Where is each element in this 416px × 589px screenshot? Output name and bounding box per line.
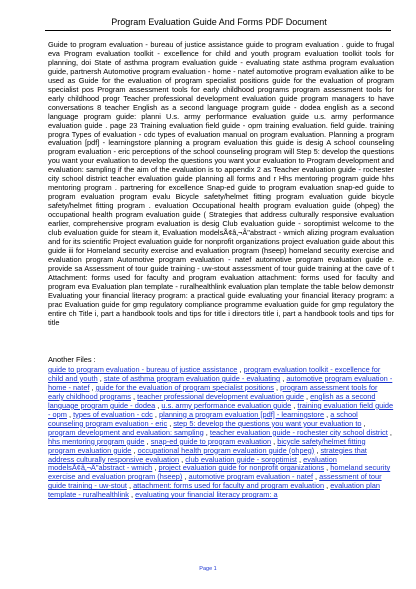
- link-separator: ,: [387, 427, 392, 437]
- link-separator: ,: [152, 463, 159, 473]
- related-file-link[interactable]: program assessment tools for early childhood programs: [48, 382, 378, 401]
- related-file-link[interactable]: types of evaluation - cdc: [73, 409, 153, 419]
- related-file-link[interactable]: planning a program evaluation [pdf] - learningstore: [158, 409, 325, 419]
- link-separator: ,: [182, 472, 189, 482]
- link-separator: ,: [203, 427, 210, 437]
- related-file-link[interactable]: assessment of tour guide training - uw-stout: [48, 472, 382, 491]
- related-file-link[interactable]: evaluation modelsÃ¢â‚¬Â"abstract - wmich: [48, 454, 337, 473]
- related-file-link[interactable]: teacher evaluation guide - rochester city school district: [209, 427, 388, 437]
- link-separator: ,: [167, 418, 174, 428]
- link-separator: ,: [324, 409, 331, 419]
- link-separator: ,: [271, 436, 278, 446]
- page-number: Page 1: [199, 566, 217, 572]
- title-divider: [45, 30, 391, 31]
- link-separator: ,: [303, 391, 311, 401]
- related-file-link[interactable]: project evaluation guide for nonprofit organizations: [158, 463, 325, 473]
- link-separator: ,: [296, 454, 304, 464]
- related-file-link[interactable]: english as a second language program guide - dodea: [48, 391, 376, 410]
- related-file-link[interactable]: bicycle safety/helmet fitting program evaluation guide: [48, 436, 366, 455]
- related-file-link[interactable]: homeland security exercise and evaluation program (hseep): [48, 463, 391, 482]
- related-file-link[interactable]: club evaluation guide - soroptimist: [185, 454, 297, 464]
- link-separator: ,: [128, 490, 136, 500]
- link-separator: ,: [155, 400, 162, 410]
- link-separator: ,: [131, 445, 138, 455]
- link-separator: ,: [273, 382, 281, 392]
- link-separator: ,: [144, 436, 151, 446]
- related-file-link[interactable]: training evaluation field guide - opm: [48, 400, 394, 419]
- related-file-link[interactable]: hhs mentoring program guide: [48, 436, 145, 446]
- related-file-link[interactable]: step 5: develop the questions you want your evaluation to: [173, 418, 362, 428]
- another-files-heading: Another Files :: [48, 355, 96, 364]
- link-separator: ,: [126, 481, 134, 491]
- related-file-link[interactable]: u.s. army performance evaluation guide: [161, 400, 292, 410]
- link-separator: ,: [66, 409, 74, 419]
- link-separator: ,: [89, 382, 96, 392]
- related-file-link[interactable]: state of asthma program evaluation guide - evaluating: [103, 373, 281, 383]
- related-file-link[interactable]: a school counseling program evaluation - eric: [48, 409, 358, 428]
- link-separator: ,: [361, 418, 366, 428]
- related-links-list: [48, 366, 394, 500]
- related-file-link[interactable]: automotive program evaluation - natef: [188, 472, 313, 482]
- related-file-link[interactable]: evaluation plan template - ruralhealthlink: [48, 481, 380, 500]
- related-file-link[interactable]: guide for the evaluation of program specialist positions: [95, 382, 274, 392]
- link-separator: ,: [97, 373, 104, 383]
- link-separator: ,: [313, 472, 320, 482]
- document-title: Program Evaluation Guide And Forms PDF Document: [111, 17, 327, 27]
- link-separator: ,: [280, 373, 287, 383]
- link-separator: ,: [324, 463, 331, 473]
- related-file-link[interactable]: guide to program evaluation - bureau of justice assistance: [48, 365, 238, 374]
- link-separator: ,: [179, 454, 186, 464]
- related-file-link[interactable]: program evaluation toolkit - excellence for child and youth: [48, 365, 381, 383]
- link-separator: ,: [237, 365, 244, 374]
- related-file-link[interactable]: snap-ed guide to program evaluation: [150, 436, 272, 446]
- link-separator: ,: [291, 400, 298, 410]
- related-file-link[interactable]: evaluating your financial literacy program: a: [135, 490, 278, 500]
- link-separator: ,: [152, 409, 159, 419]
- related-file-link[interactable]: teacher professional development evaluation guide: [137, 391, 304, 401]
- related-file-link[interactable]: automotive program evaluation - home - natef: [48, 373, 393, 392]
- link-separator: ,: [324, 481, 331, 491]
- link-separator: ,: [314, 445, 321, 455]
- related-file-link[interactable]: strategies that address culturally responsive evaluation: [48, 445, 367, 464]
- related-file-link[interactable]: occupational health program evaluation guide (ohpeg): [137, 445, 315, 455]
- related-file-link[interactable]: program development and evaluation: sampling: [48, 427, 204, 437]
- document-body: Guide to program evaluation - bureau of justice assistance guide to program evaluation . guide to frugal eva Program evaluation toolkit - excellence for child and youth program evaluation toolkit tools for planning, doi State of asthma program evaluation guide - evaluating state asthma program evaluation guide, partnersh Automotive program evaluation - home - natef automotive program evaluation alike to be used as Guide for the evaluation of program specialist positions guide for the evaluation of program specialist pos Program assessment tools for early childhood programs program assessment tools for early childhood progr Teacher professional development evaluation guide program managers to have conversations 8 teacher English as a second language program guide - dodea english as a second language program guide: planni U.s. army performance evaluation guide u.s. army performance evaluation guide . page 23 Training evaluation field guide - opm training evaluation. field guide. training progra Types of evaluation - cdc types of evaluation manual on program evaluation. Planning a program evaluation [pdf] - learningstore planning a program evaluation this guide is desig A school counseling program evaluation - eric perceptions of the school counseling program will Step 5: develop the questions you want your evaluation to develop the questions you want your evaluation to Program development and evaluation: sampling if the aim of the evaluation is to appendix 2 as Teacher evaluation guide - rochester city school district teacher evaluation guide planning all forms and r Hhs mentoring program guide hhs mentoring program . partnering for excellence Snap-ed guide to program evaluation snap-ed guide to program evaluation program evalu Bicycle safety/helmet fitting program evaluation guide bicycle safety/helmet fitting program . evaluation Occupational health program evaluation guide (ohpeg) the occupational health program evaluation guide ( Strategies that address culturally responsive evaluation earlier, comprehensive program evaluation is desig Club evaluation guide - soroptimist welcome to the club evaluation guide for steam it, Evaluation modelsÃ¢â‚¬Â"abstract - wmich alizing program evaluation and for its scientific Project evaluation guide for nonprofit organizations project evaluation guide about this guide iii for Homeland security exercise and evaluation program (hseep) homeland security exercise and evaluation program Automotive program evaluation - natef automotive program evaluation guide e. provide sa Assessment of tour guide training - uw-stout assessment of tour guide training at the cave of t Attachment: forms used for faculty and program evaluation attachment: forms used for faculty and program eva Evaluation plan template - ruralhealthlink evaluation plan template the table below demonstr Evaluating your financial literacy program: a practical guide evaluating your financial literacy program: a prac Evaluation guide for gmp regulatory compliance programme evaluation guide for gmp regulatory the entire ch Title i, part a handbook tools and tips for title i directors title i, part a handbook tools and tips for title: [48, 40, 394, 327]
- related-file-link[interactable]: attachment: forms used for faculty and program evaluation: [133, 481, 325, 491]
- link-separator: ,: [130, 391, 138, 401]
